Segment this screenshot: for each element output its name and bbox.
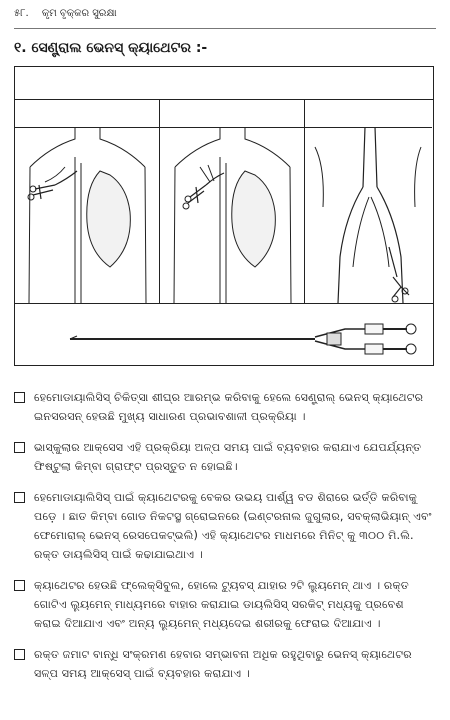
checkbox-square-icon [14,392,25,403]
page-number: ୫୮. [14,8,29,19]
chest-subclavian-illustration [160,127,303,303]
bullet-text: ହେମୋଡାୟାଲିସିସ୍ ଚିକିତ୍ସା ଶୀଘ୍ର ଆରମ୍ଭ କରିବାକୁ ହେଲେ ସେଣ୍ଟ୍ରାଲ୍ ଭେନସ୍ କ୍ୟାଥେଟର ଇନସରସନ୍ ହେଉଛି ମୁଖ୍ୟ ସାଧାରଣ ପ୍ରଭାବଶାଳୀ ପ୍ରକ୍ରିୟା । [34,391,424,423]
list-item [14,438,434,476]
subclavian-panel [160,99,305,303]
bullet-text: ରକ୍ତ ଜମାଟ ବାନ୍ଧି ସଂକ୍ରମଣ ହେବାର ସମ୍ଭାବନା ଅଧିକ ରହୁଥିବାରୁ ଭେନସ୍ କ୍ୟାଥେଟର ସଳ୍ପ ସମୟ ଆକ୍ସେସ୍ ପାଇଁ ବ୍ୟବହାର କରାଯାଏ । [34,648,412,680]
panel-caption [15,99,159,128]
femoral-vein-illustration [305,127,432,303]
list-item [14,645,434,683]
list-item [14,488,434,564]
list-item [14,388,434,426]
femoral-panel [305,99,432,303]
figure-illustration-row [15,99,433,304]
panel-caption [160,99,304,128]
checkbox-square-icon [14,649,25,660]
checkbox-square-icon [14,492,25,503]
checkbox-square-icon [14,580,25,591]
section-title: ୧. ସେଣ୍ଟ୍ରାଲ ଭେନସ୍ କ୍ୟାଥେଟର :- [14,40,208,56]
bullet-text: ଭାସ୍କୁଲାର ଆକ୍ସେସ ଏହି ପ୍ରକ୍ରିୟା ଅଳ୍ପ ସମୟ ପାଇଁ ବ୍ୟବହାର କରାଯାଏ ଯେପର୍ଯ୍ୟନ୍ତ ଫିଷ୍ଟୁଲା କିମ୍ବା ଗ୍ରାଫ୍ଟ ପ୍ରସ୍ତୁତ ନ ହୋଇଛି। [34,441,422,473]
bullet-list [14,388,434,695]
book-title: କୃମ ବୃକ୍କର ସୁରକ୍ଷା [41,8,117,19]
dual-lumen-catheter-illustration [15,303,432,363]
list-item [14,576,434,633]
jugular-panel [15,99,160,303]
catheter-device-row [15,303,433,365]
page-header [14,8,436,29]
catheter-figure [14,66,434,366]
bullet-text: କ୍ୟାଥେଟର ହେଉଛି ଫ୍ଲେକ୍ସିବୁଲ, ହୋଲେ ଟ୍ୟୁବସ୍ ଯାହାର ୨ଟି ଲ୍ୟୁମେନ୍ ଥାଏ । ରକ୍ତ ଗୋଟିଏ ଲ୍ୟୁମେନ୍ ମାଧ୍ୟମରେ ବାହାର କରାଯାଇ ଡାୟଲିସିସ୍ ସରକିଟ୍ ମଧ୍ୟକୁ ପ୍ରବେଶ କରାଇ ଦିଆଯାଏ ଏବଂ ଅନ୍ୟ ଲ୍ୟୁମେନ୍ ମଧ୍ୟଦେଇ ଶରୀରକୁ ଫେରାଇ ଦିଆଯାଏ । [34,579,409,630]
figure-title-row [15,67,433,100]
bullet-text: ହେମୋଡାୟାଲିସିସ୍ ପାଇଁ କ୍ୟାଥେଟରକୁ ବେକର ଉଭୟ ପାର୍ଶ୍ୱ ବଡ ଶିରାରେ ଭର୍ତ୍ତି କରିବାକୁ ପଡ଼େ । ଛାତ କିମ୍ବା ଗୋଡ ନିକଟସ୍ଥ ଗ୍ରୋଇନରେ (ଇଣ୍ଟରନାଲ ଜୁଗୁଲାର, ସବକ୍ଲାଭିୟାନ୍ ଏବଂ ଫେମୋରାଲ୍ ଭେନସ୍ ରେସପେକଟ୍ଭଲି) ଏହି କ୍ୟାଥେଟର ମାଧମରେ ମିନିଟ୍ କୁ ୩୦୦ ମି.ଲି. ରକ୍ତ ଡାୟଲିସିସ୍ ପାଇଁ କଢାଯାଇଥାଏ । [34,491,432,561]
chest-jugular-illustration [15,127,158,303]
panel-caption [305,99,432,128]
checkbox-square-icon [14,442,25,453]
